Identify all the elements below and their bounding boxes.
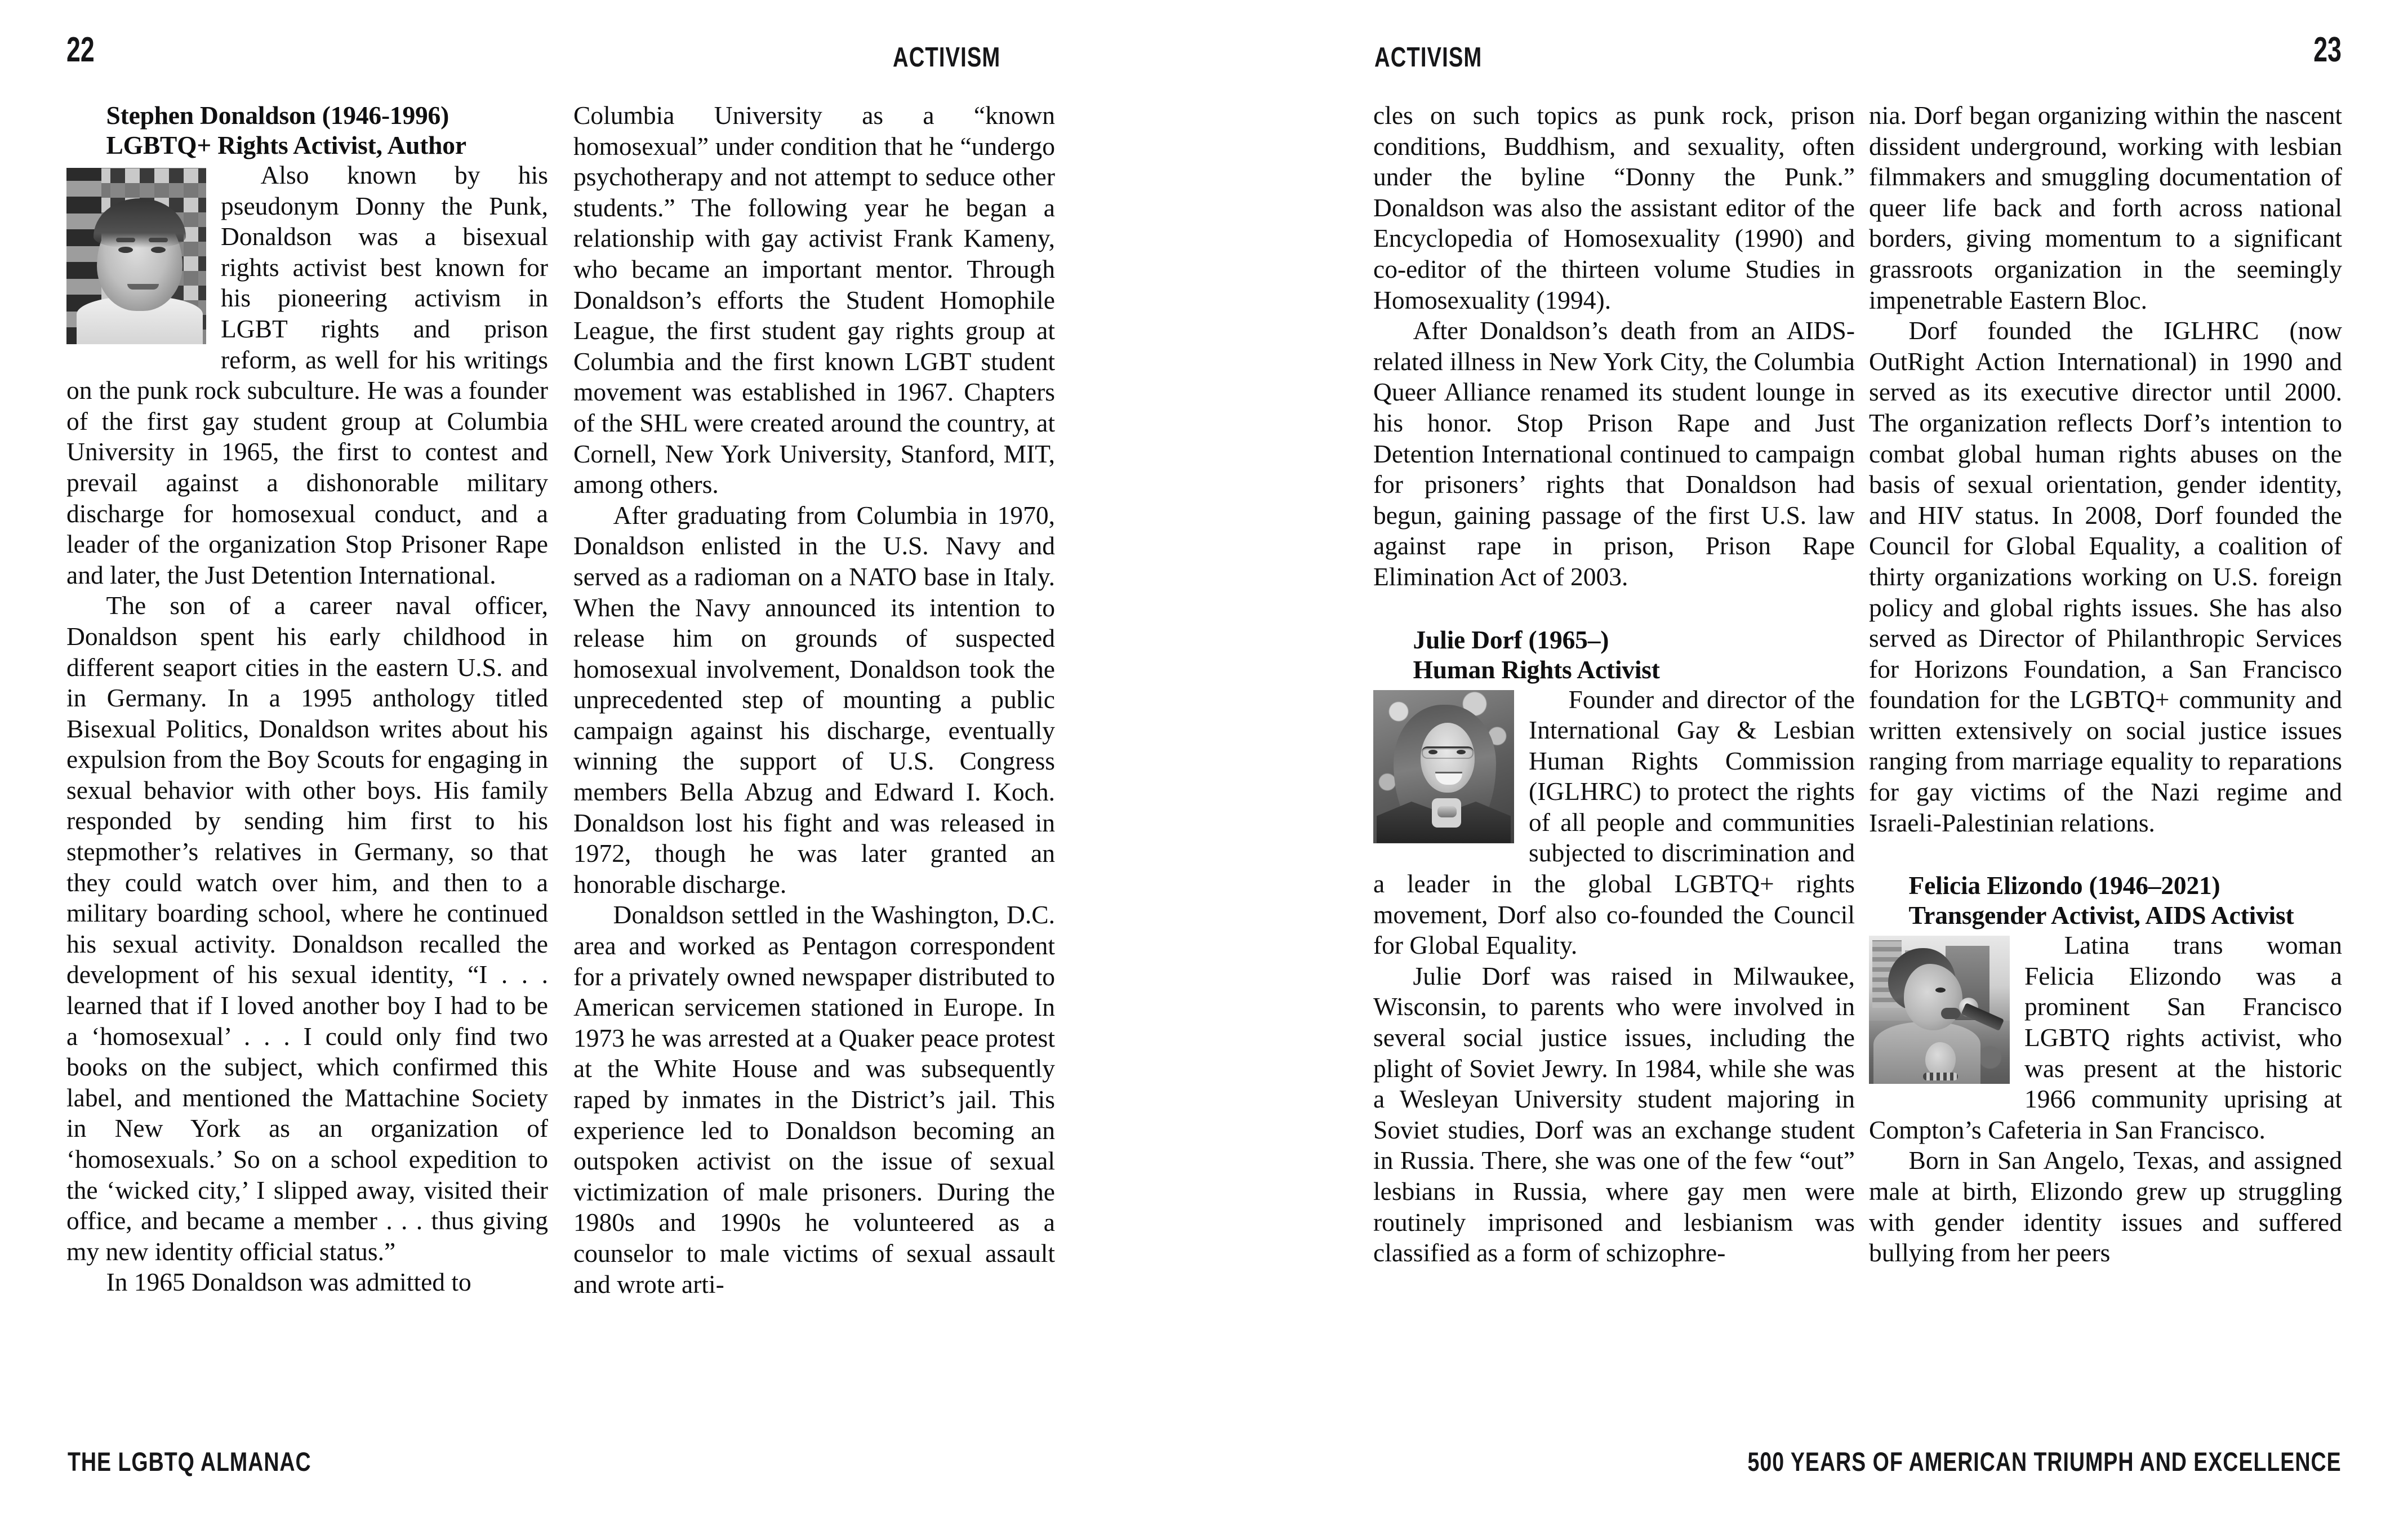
portrait-mouth bbox=[1941, 1008, 1960, 1019]
portrait-felicia-elizondo bbox=[1869, 936, 2010, 1084]
portrait-eyebrow-right bbox=[149, 238, 168, 242]
body-paragraph: Born in San Angelo, Texas, and assigned male at birth, Elizondo grew up struggling with gender identity issues and suffered bullying from her peers bbox=[1869, 1146, 2342, 1268]
running-head-right: ACTIVISM bbox=[1374, 42, 1483, 73]
body-paragraph: Julie Dorf was raised in Milwaukee, Wisconsin, to parents who were involved in several social justice issues, including the plight of Soviet Jewry. In 1984, while she was a Wesleyan University student majoring in Soviet studies, Dorf was an exchange student in Russia. There, she was one of the few “out” lesbians in Russia, where gay men were routinely imprisoned and lesbianism was classified as a form of schizophre- bbox=[1373, 961, 1855, 1268]
body-paragraph: In 1965 Donaldson was admitted to bbox=[106, 1268, 471, 1297]
running-foot-right: 500 YEARS OF AMERICAN TRIUMPH AND EXCELLENCE bbox=[1747, 1447, 2342, 1476]
running-head-left: ACTIVISM bbox=[893, 42, 1001, 73]
page-number-right: 23 bbox=[2313, 30, 2342, 69]
portrait-eye-left bbox=[1428, 750, 1437, 754]
body-paragraph: After Donaldson’s death from an AIDS-related illness in New York City, the Columbia Queer Alliance renamed its student lounge in his honor. Stop Prison Rape and Just Detention International continued to campaign for prisoners’ rights that Donaldson had begun, gaining passage of the first U.S. law against rape in prison, Prison Rape Elimination Act of 2003. bbox=[1373, 316, 1855, 591]
text-column-4 bbox=[1869, 100, 2342, 1407]
body-paragraph: Donaldson settled in the Washington, D.C. area and worked as Pentagon correspondent for a privately owned newspaper distributed to American servicemen stationed in Europe. In 1973 he was arrested at a Quaker peace protest at the White House and was subsequently raped by inmates in the District’s jail. This experience led to Donaldson becoming an outspoken activist on the issue of sexual victimization of male prisoners. During the 1980s and 1990s he volunteered as a counselor to male victims of sexual assault and wrote arti- bbox=[573, 900, 1055, 1298]
running-foot-left: THE LGBTQ ALMANAC bbox=[68, 1447, 311, 1476]
body-paragraph: Also known by his pseudonym Donny the Punk, Donaldson was a bisexual rights activist best known for his pioneering activism in LGBT rights and prison reform, as well for his writings on the punk rock subculture. He was a founder of the first gay student group at Columbia University in 1965, the first to contest and prevail against a dishonorable military discharge for homosexual conduct, and a leader of the organization Stop Prisoner Rape and later, the Just Detention International. bbox=[66, 161, 548, 589]
body-paragraph: After graduating from Columbia in 1970, Donaldson enlisted in the U.S. Navy and served as a radioman on a NATO base in Italy. When the Navy announced its intention to release him on grounds of suspected homosexual involvement, Donaldson took the unprecedented step of mounting a public campaign against his discharge, eventually winning the support of U.S. Congress members Bella Abzug and Edward I. Koch. Donaldson lost his fight and was released in 1972, though he was later granted an honorable discharge. bbox=[573, 500, 1055, 899]
body-paragraph: Columbia University as a “known homosexual” under condition that he “undergo psychotherapy and not attempt to seduce other students.” The following year he began a relationship with gay activist Frank Kameny, who became an important mentor. Through Donaldson’s efforts the Student Homophile League, the first student gay rights group at Columbia and the first known LGBT student movement was established in 1967. Chapters of the SHL were created around the country, at Cornell, New York University, Stanford, MIT, among others. bbox=[573, 101, 1055, 499]
portrait-eye-right bbox=[1457, 750, 1466, 754]
entry-role-felicia-elizondo: Transgender Activist, AIDS Activist bbox=[1908, 901, 2294, 930]
portrait-stephen-donaldson bbox=[66, 168, 206, 344]
entry-name-julie-dorf: Julie Dorf (1965–) bbox=[1413, 625, 1609, 654]
page-number-left: 22 bbox=[66, 30, 95, 69]
entry-role-stephen-donaldson: LGBTQ+ Rights Activist, Author bbox=[106, 131, 466, 159]
body-paragraph: Latina trans woman Felicia Elizondo was a prominent San Francisco LGBTQ rights activist, who was present at the historic 1966 community uprising at Compton’s Cafeteria in San Francisco. bbox=[1869, 931, 2342, 1144]
body-paragraph: nia. Dorf began organizing within the nascent dissident underground, working with lesbian filmmakers and smuggling documentation of queer life back and forth across national borders, giving momentum to a significant grassroots organization in the seemingly impenetrable Eastern Bloc. bbox=[1869, 101, 2342, 314]
body-paragraph: The son of a career naval officer, Donaldson spent his early childhood in different seaport cities in the eastern U.S. and in Germany. In a 1995 anthology titled Bisexual Politics, Donaldson writes about his expulsion from the Boy Scouts for engaging in sexual behavior with other boys. His family responded by sending him first to his stepmother’s relatives in Germany, so that they could watch over him, and then to a military boarding school, where he continued his sexual activity. Donaldson recalled the development of his sexual identity, “I . . . learned that if I loved another boy I had to be a ‘homosexual’ . . . I could only find two books on the subject, which confirmed this label, and mentioned the Mattachine Society in New York as an organization of ‘homosexuals.’ So on a school expedition to the ‘wicked city,’ I slipped away, visited their office, and became a member . . . thus giving my new identity official status.” bbox=[66, 591, 548, 1266]
portrait-eye-right bbox=[151, 247, 166, 253]
portrait-mouth bbox=[127, 284, 159, 290]
portrait-eye-left bbox=[118, 247, 133, 253]
portrait-hand bbox=[1925, 1042, 1956, 1077]
text-column-1 bbox=[66, 100, 548, 1407]
portrait-eyebrow-left bbox=[116, 238, 135, 242]
text-column-2 bbox=[573, 100, 1055, 1407]
text-column-3 bbox=[1373, 100, 1855, 1407]
portrait-bracelet bbox=[1923, 1073, 1958, 1080]
entry-role-julie-dorf: Human Rights Activist bbox=[1413, 655, 1660, 684]
body-paragraph: cles on such topics as punk rock, prison conditions, Buddhism, and sexuality, often under the byline “Donny the Punk.” Donaldson was also the assistant editor of the Encyclopedia of Homosexuality (1990) and co-editor of the thirteen volume Studies in Homosexuality (1994). bbox=[1373, 101, 1855, 314]
entry-name-felicia-elizondo: Felicia Elizondo (1946–2021) bbox=[1908, 871, 2220, 900]
entry-name-stephen-donaldson: Stephen Donaldson (1946-1996) bbox=[106, 101, 449, 130]
body-paragraph: Founder and director of the International Gay & Lesbian Human Rights Commission (IGLHRC) to protect the rights of all people and communities subjected to discrimination and a leader in the global LGBTQ+ rights movement, Dorf also co-founded the Council for Global Equality. bbox=[1373, 684, 1855, 960]
body-paragraph: Dorf founded the IGLHRC (now OutRight Action International) in 1990 and served as its executive director until 2000. The organization reflects Dorf’s intention to combat global human rights abuses on the basis of sexual orientation, gender identity, and HIV status. In 2008, Dorf founded the Council for Global Equality, a coalition of thirty organizations working on U.S. foreign policy and global rights issues. She has also served as Director of Philanthropic Services for Horizons Foundation, a San Francisco foundation for the LGBTQ+ community and written extensively on social justice issues ranging from marriage equality to reparations for gay victims of the Nazi regime and Israeli-Palestinian relations. bbox=[1869, 316, 2342, 837]
portrait-pendant bbox=[1437, 806, 1457, 817]
portrait-julie-dorf bbox=[1373, 690, 1514, 843]
